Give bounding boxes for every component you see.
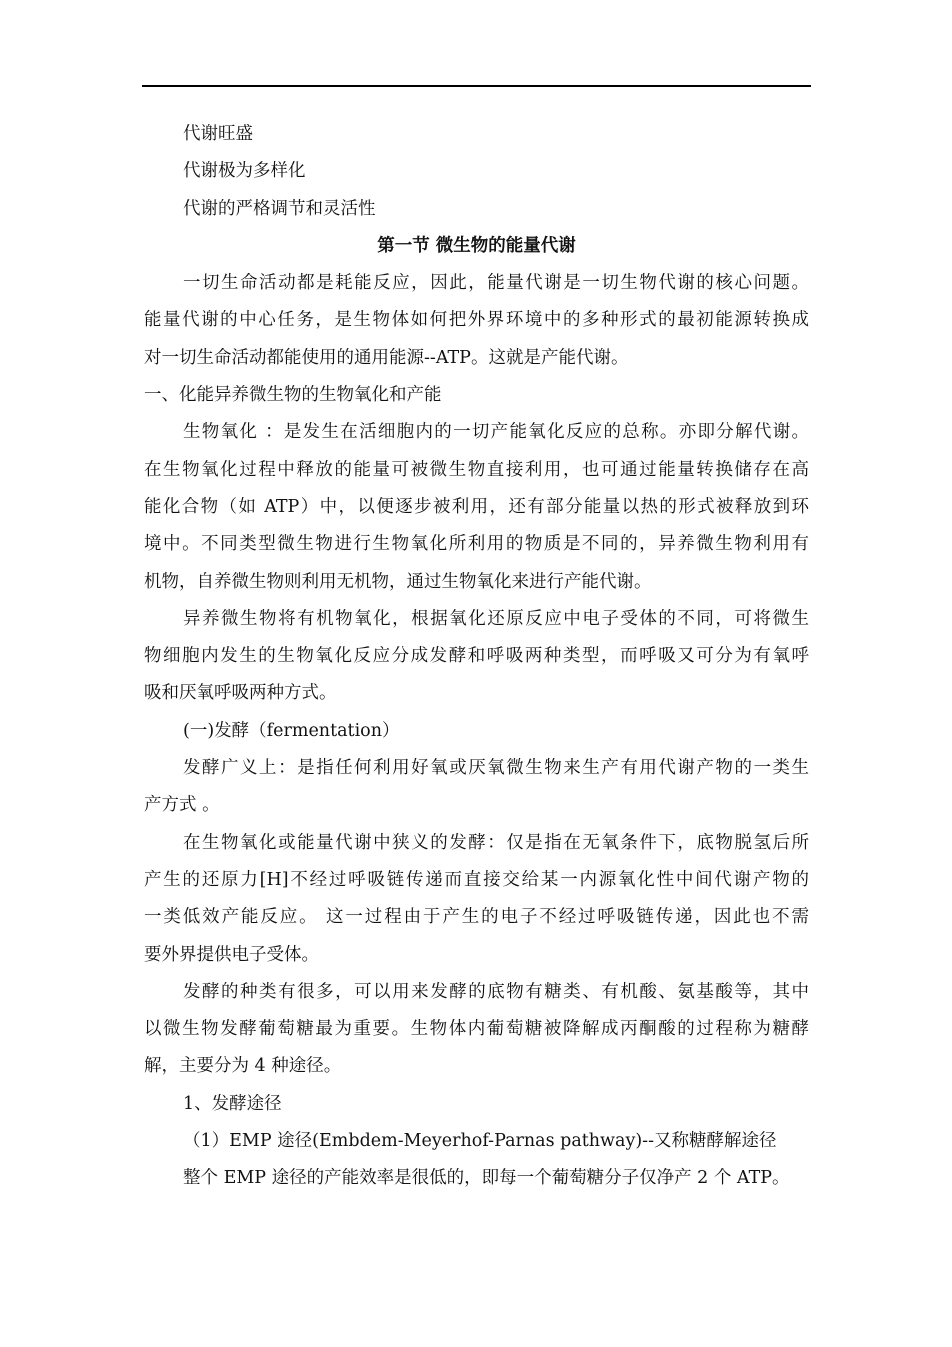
paragraph-line: 产方式 。 xyxy=(144,795,220,816)
paragraph-line: 能量代谢的中心任务，是生物体如何把外界环境中的多种形式的最初能源转换成 xyxy=(144,310,809,331)
paragraph-line: 一切生命活动都是耗能反应，因此，能量代谢是一切生物代谢的核心问题。 xyxy=(183,273,809,294)
paragraph-line: 异养微生物将有机物氧化，根据氧化还原反应中电子受体的不同，可将微生 xyxy=(183,608,809,629)
paragraph-line: 吸和厌氧呼吸两种方式。 xyxy=(144,683,337,704)
paragraph-line: 发酵广义上：是指任何利用好氧或厌氧微生物来生产有用代谢产物的一类生 xyxy=(183,758,809,779)
list-item-metabolism-regulation: 代谢的严格调节和灵活性 xyxy=(183,198,376,219)
paragraph-line: 产生的还原力[H]不经过呼吸链传递而直接交给某一内源氧化性中间代谢产物的 xyxy=(144,869,809,890)
paragraph-line: 境中。不同类型微生物进行生物氧化所利用的物质是不同的，异养微生物利用有 xyxy=(144,534,809,555)
header-rule xyxy=(142,85,811,87)
subsection-heading-emp: （1）EMP 途径(Embdem-Meyerhof-Parnas pathway)--又称糖酵解途径 xyxy=(183,1131,777,1152)
paragraph-line: 整个 EMP 途径的产能效率是很低的，即每一个葡萄糖分子仅净产 2 个 ATP。 xyxy=(183,1168,790,1189)
list-item-metabolism-vigorous: 代谢旺盛 xyxy=(183,124,253,144)
list-item-metabolism-diverse: 代谢极为多样化 xyxy=(183,161,306,182)
subsection-heading-fermentation: (一)发酵（fermentation） xyxy=(183,720,400,741)
paragraph-line: 以微生物发酵葡萄糖最为重要。生物体内葡萄糖被降解成丙酮酸的过程称为糖酵 xyxy=(144,1019,809,1040)
paragraph-line: 解，主要分为 4 种途径。 xyxy=(144,1056,342,1077)
paragraph-line: 对一切生命活动都能使用的通用能源--ATP。这就是产能代谢。 xyxy=(144,347,629,368)
subsection-heading-pathway: 1、发酵途径 xyxy=(183,1093,282,1114)
paragraph-line: 机物，自养微生物则利用无机物，通过生物氧化来进行产能代谢。 xyxy=(144,571,652,592)
subsection-heading: 一、化能异养微生物的生物氧化和产能 xyxy=(144,385,442,406)
paragraph-line: 一类低效产能反应。 这一过程由于产生的电子不经过呼吸链传递，因此也不需 xyxy=(144,907,809,928)
paragraph-line: 在生物氧化或能量代谢中狭义的发酵：仅是指在无氧条件下，底物脱氢后所 xyxy=(183,832,809,853)
document-body xyxy=(144,116,809,1198)
section-title: 第一节 微生物的能量代谢 xyxy=(377,235,576,256)
paragraph-line: 生物氧化 ：是发生在活细胞内的一切产能氧化反应的总称。亦即分解代谢。 xyxy=(183,422,809,443)
paragraph-line: 物细胞内发生的生物氧化反应分成发酵和呼吸两种类型，而呼吸又可分为有氧呼 xyxy=(144,646,809,667)
paragraph-line: 在生物氧化过程中释放的能量可被微生物直接利用，也可通过能量转换储存在高 xyxy=(144,459,809,480)
paragraph-line: 能化合物（如 ATP）中，以便逐步被利用，还有部分能量以热的形式被释放到环 xyxy=(144,496,809,517)
paragraph-line: 要外界提供电子受体。 xyxy=(144,944,319,965)
paragraph-line: 发酵的种类有很多，可以用来发酵的底物有糖类、有机酸、氨基酸等，其中 xyxy=(183,981,809,1002)
